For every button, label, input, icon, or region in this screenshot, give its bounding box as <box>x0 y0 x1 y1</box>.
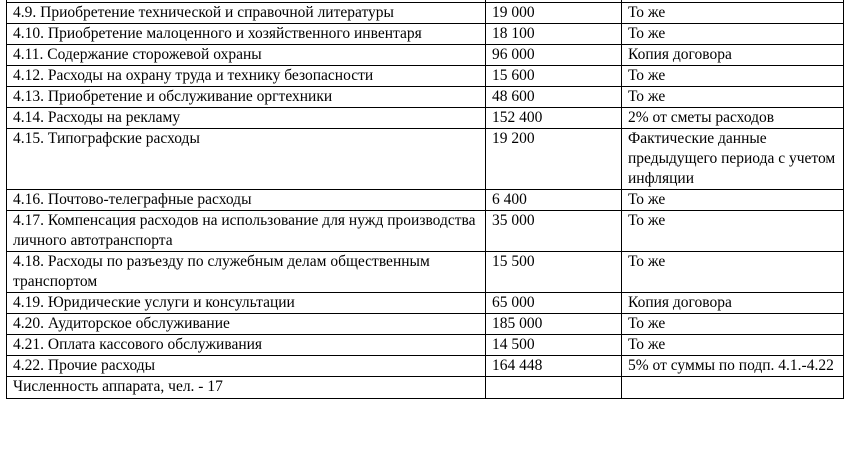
table-row <box>7 45 844 66</box>
amount-cell: 15 500 <box>486 252 622 293</box>
note-cell: Копия договора <box>622 45 844 66</box>
table-row <box>7 211 844 252</box>
amount-cell: 14 500 <box>486 335 622 356</box>
note-cell: 2% от сметы расходов <box>622 108 844 129</box>
item-cell: 4.19. Юридические услуги и консультации <box>7 293 486 314</box>
item-cell: 4.14. Расходы на рекламу <box>7 108 486 129</box>
amount-cell: 65 000 <box>486 293 622 314</box>
amount-cell: 152 400 <box>486 108 622 129</box>
item-cell: 4.20. Аудиторское обслуживание <box>7 314 486 335</box>
amount-cell: 96 000 <box>486 45 622 66</box>
note-cell: Фактические данные предыдущего периода с учетом инфляции <box>622 129 844 190</box>
amount-cell: 185 000 <box>486 314 622 335</box>
expense-table <box>6 0 844 399</box>
note-cell: То же <box>622 252 844 293</box>
note-cell: Копия договора <box>622 293 844 314</box>
note-cell: 5% от суммы по подп. 4.1.-4.22 <box>622 356 844 377</box>
note-fragment <box>628 0 843 2</box>
item-cell: 4.10. Приобретение малоценного и хозяйственного инвентаря <box>7 24 486 45</box>
note-cell: То же <box>622 314 844 335</box>
table-row <box>7 293 844 314</box>
table-row <box>7 356 844 377</box>
amount-cell: 18 100 <box>486 24 622 45</box>
table-row <box>7 314 844 335</box>
amount-cell: 19 000 <box>486 3 622 24</box>
amount-cell: 164 448 <box>486 356 622 377</box>
note-cell: То же <box>622 335 844 356</box>
table-row <box>7 335 844 356</box>
table-row <box>7 252 844 293</box>
item-cell: 4.12. Расходы на охрану труда и технику безопасности <box>7 66 486 87</box>
item-cell: 4.9. Приобретение технической и справочной литературы <box>7 3 486 24</box>
table-row <box>7 108 844 129</box>
item-cell: 4.15. Типографские расходы <box>7 129 486 190</box>
staff-row <box>7 377 844 399</box>
item-cell: 4.13. Приобретение и обслуживание оргтехники <box>7 87 486 108</box>
table-row <box>7 24 844 45</box>
item-cell: 4.16. Почтово-телеграфные расходы <box>7 190 486 211</box>
note-cell: То же <box>622 87 844 108</box>
note-cell: То же <box>622 190 844 211</box>
table-row <box>7 66 844 87</box>
amount-cell: 48 600 <box>486 87 622 108</box>
note-cell: То же <box>622 66 844 87</box>
note-cell: То же <box>622 3 844 24</box>
amount-cell <box>486 377 622 399</box>
note-cell: То же <box>622 24 844 45</box>
amount-cell: 19 200 <box>486 129 622 190</box>
item-cell: 4.22. Прочие расходы <box>7 356 486 377</box>
item-cell: 4.18. Расходы по разъезду по служебным делам общественным транспортом <box>7 252 486 293</box>
note-cell: То же <box>622 211 844 252</box>
amount-cell: 15 600 <box>486 66 622 87</box>
item-cell: 4.21. Оплата кассового обслуживания <box>7 335 486 356</box>
note-cell <box>622 377 844 399</box>
amount-cell: 35 000 <box>486 211 622 252</box>
item-cell: 4.17. Компенсация расходов на использование для нужд производства личного автотранспорта <box>7 211 486 252</box>
item-cell: 4.11. Содержание сторожевой охраны <box>7 45 486 66</box>
staff-cell: Численность аппарата, чел. - 17 <box>7 377 486 399</box>
amount-cell: 6 400 <box>486 190 622 211</box>
table-row <box>7 190 844 211</box>
table-row <box>7 87 844 108</box>
table-row <box>7 129 844 190</box>
table-row <box>7 3 844 24</box>
